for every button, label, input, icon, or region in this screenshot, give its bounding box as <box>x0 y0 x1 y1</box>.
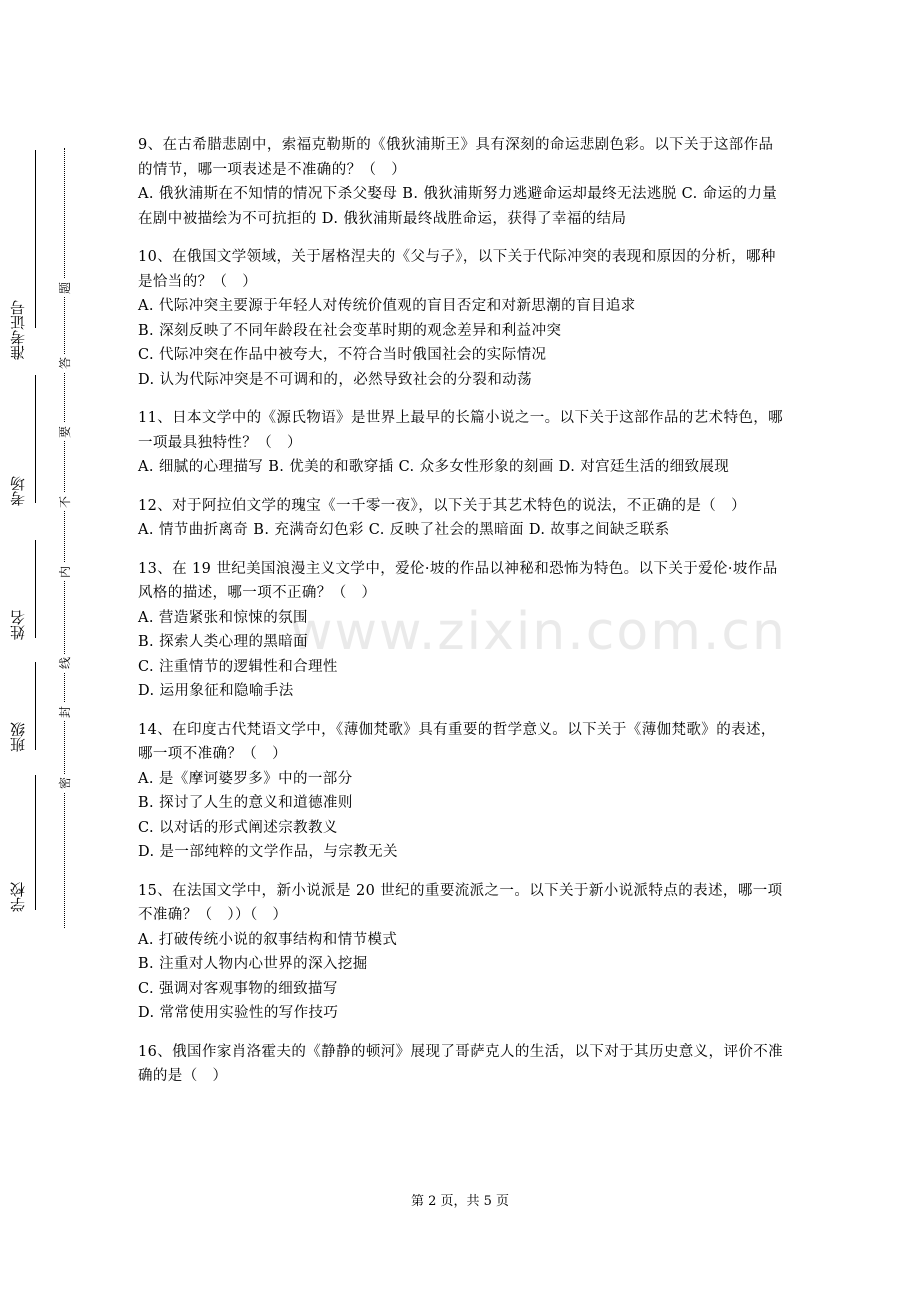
seal-char: 内 <box>56 563 74 581</box>
seal-char: 答 <box>56 354 74 372</box>
margin-field-label: 考场 <box>9 476 27 506</box>
question-list <box>138 133 788 1103</box>
question-block <box>138 718 788 865</box>
watermark: www.zixin.com.cn <box>290 602 787 662</box>
seal-char: 题 <box>56 279 74 297</box>
question-block <box>138 879 788 1026</box>
question-option: C. 强调对客观事物的细致描写 <box>138 980 338 997</box>
question-option: C. 代际冲突在作品中被夸大，不符合当时俄国社会的实际情况 <box>138 347 547 363</box>
question-block <box>138 1040 788 1089</box>
seal-char: 线 <box>56 654 74 672</box>
seal-dotted-line <box>64 148 65 928</box>
question-block <box>138 133 788 231</box>
question-stem: 11、日本文学中的《源氏物语》是世界上最早的长篇小说之一。以下关于这部作品的艺术特色，哪一项最具独特性？（ ） <box>138 410 784 451</box>
seal-char: 要 <box>56 423 74 441</box>
question-option: D. 认为代际冲突是不可调和的，必然导致社会的分裂和动荡 <box>138 371 533 388</box>
question-option: B. 深刻反映了不同年龄段在社会变革时期的观念差异和利益冲突 <box>138 322 562 339</box>
question-option: B. 探索人类心理的黑暗面 <box>138 634 309 650</box>
question-stem: 15、在法国文学中，新小说派是 20 世纪的重要流派之一。以下关于新小说派特点的表述，哪一项不准确？（ ））（ ） <box>138 882 783 923</box>
question-option: D. 运用象征和隐喻手法 <box>138 683 294 699</box>
question-option: C. 以对话的形式阐述宗教教义 <box>138 819 338 836</box>
question-option: A. 营造紧张和惊悚的氛围 <box>138 609 308 626</box>
question-block <box>138 557 788 704</box>
seal-char: 密 <box>56 774 74 792</box>
question-stem: 12、对于阿拉伯文学的瑰宝《一千零一夜》，以下关于其艺术特色的说法，不正确的是（ ） <box>138 497 746 514</box>
margin-field-label: 班级 <box>9 722 27 752</box>
question-options: A. 俄狄浦斯在不知情的情况下杀父娶母 B. 俄狄浦斯努力逃避命运却最终无法逃脱 C. 命运的力量在剧中被描绘为不可抗拒的 D. 俄狄浦斯最终战胜命运，获得了幸福的结局 <box>138 186 778 227</box>
question-block <box>138 406 788 480</box>
question-block <box>138 494 788 543</box>
question-block <box>138 245 788 392</box>
question-option: A. 打破传统小说的叙事结构和情节模式 <box>138 931 398 948</box>
question-option: B. 注重对人物内心世界的深入挖掘 <box>138 956 368 972</box>
question-options: A. 细腻的心理描写 B. 优美的和歌穿插 C. 众多女性形象的刻画 D. 对宫廷生活的细致展现 <box>138 459 730 475</box>
question-options: A. 情节曲折离奇 B. 充满奇幻色彩 C. 反映了社会的黑暗面 D. 故事之间缺乏联系 <box>138 522 670 538</box>
question-option: D. 是一部纯粹的文学作品，与宗教无关 <box>138 844 398 860</box>
page-footer: 第 2 页，共 5 页 <box>410 1194 510 1209</box>
margin-field-label: 学校 <box>9 882 27 912</box>
question-option: D. 常常使用实验性的写作技巧 <box>138 1005 339 1021</box>
question-option: A. 代际冲突主要源于年轻人对传统价值观的盲目否定和对新思潮的盲目追求 <box>138 298 636 314</box>
question-stem: 14、在印度古代梵语文学中，《薄伽梵歌》具有重要的哲学意义。以下关于《薄伽梵歌》的表述，哪一项不准确？（ ） <box>138 721 776 762</box>
margin-field-label: 准考证号 <box>9 300 27 360</box>
question-stem: 13、在 19 世纪美国浪漫主义文学中，爱伦·坡的作品以神秘和恐怖为特色。以下关于爱伦·坡作品风格的描述，哪一项不正确？（ ） <box>138 560 778 601</box>
seal-char: 封 <box>56 703 74 721</box>
question-option: A. 是《摩诃婆罗多》中的一部分 <box>138 770 353 787</box>
question-stem: 10、在俄国文学领域，关于屠格涅夫的《父与子》，以下关于代际冲突的表现和原因的分析，哪种是恰当的？（ ） <box>138 249 776 290</box>
question-stem: 16、俄国作家肖洛霍夫的《静静的顿河》展现了哥萨克人的生活，以下对于其历史意义，评价不准确的是（ ） <box>138 1043 784 1084</box>
question-option: B. 探讨了人生的意义和道德准则 <box>138 795 353 811</box>
question-stem: 9、在古希腊悲剧中，索福克勒斯的《俄狄浦斯王》具有深刻的命运悲剧色彩。以下关于这部作品的情节，哪一项表述是不准确的？（ ） <box>138 137 774 178</box>
seal-char: 不 <box>56 493 74 511</box>
margin-field-label: 姓名 <box>9 610 27 640</box>
question-option: C. 注重情节的逻辑性和合理性 <box>138 658 338 675</box>
